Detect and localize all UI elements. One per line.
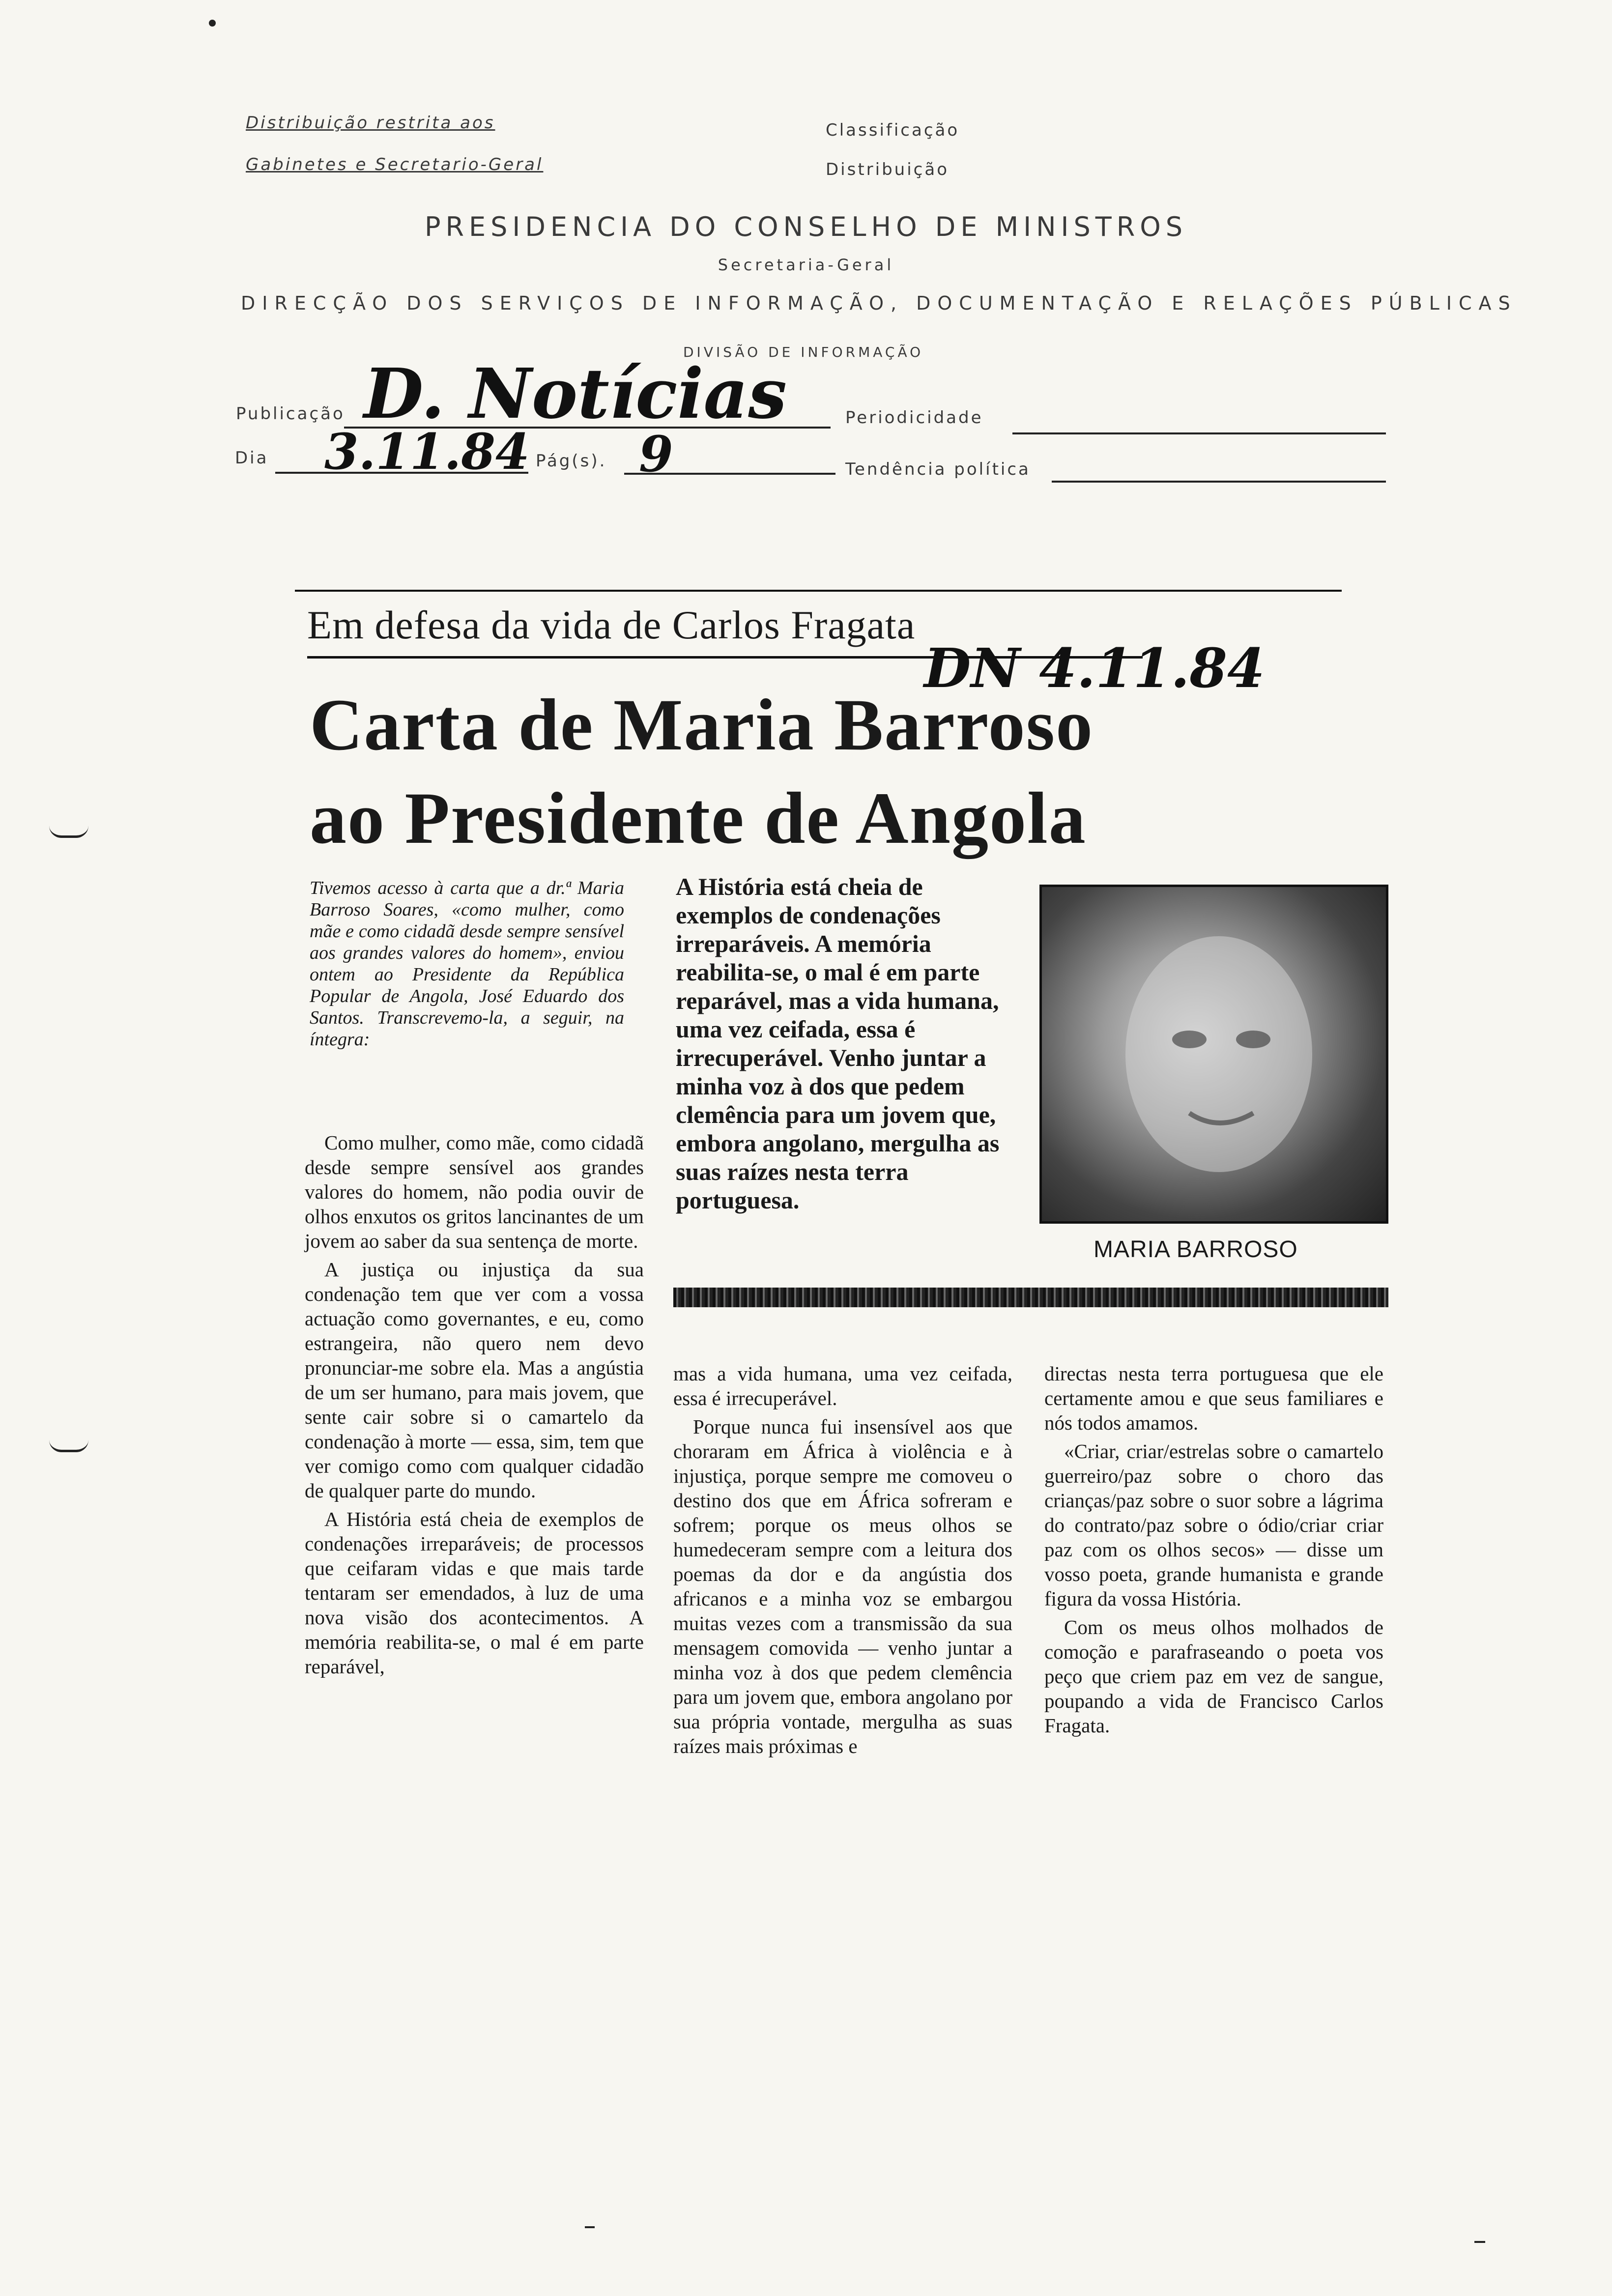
col1-paragraph: A justiça ou injustiça da sua condenação tem que ver com a vossa actuação como governantes, e eu, como estrangeira, não quero nem devo pronunciar-me sobre ela. Mas a angústia de um ser humano, para mais jovem, que sente cair sobre si o camartelo da condenação à morte — essa, sim, tem que ver comigo como com qualquer cidadão de qualquer parte do mundo. [305,1258,644,1502]
margin-note-handwritten: DN 4.11.84 [924,636,1265,700]
article-column-1 [305,1130,644,1683]
secretaria: Secretaria-Geral [718,256,894,274]
dia-handwritten: 3.11.84 [324,423,530,481]
headline-line-1: Carta de Maria Barroso [310,684,1094,766]
direccao: DIRECÇÃO DOS SERVIÇOS DE INFORMAÇÃO, DOCUMENTAÇÃO E RELAÇÕES PÚBLICAS [241,292,1517,314]
article-kicker: Em defesa da vida de Carlos Fragata [307,603,916,647]
headline-line-2: ao Presidente de Angola [310,777,1087,859]
distribution-line-2: Gabinetes e Secretario-Geral [246,155,544,174]
publicacao-handwritten: D. Notícias [364,354,787,434]
photo-caption: MARIA BARROSO [1094,1236,1298,1263]
org-title: PRESIDENCIA DO CONSELHO DE MINISTROS [424,211,1188,242]
binder-mark [49,1440,88,1452]
article-intro: Tivemos acesso à carta que a dr.ª Maria Barroso Soares, «como mulher, como mãe e como cidadã desde sempre sensível aos grandes valores do homem», enviou ontem ao Presidente da República Popular de Angola, José Eduardo dos Santos. Transcrevemo-la, a seguir, na íntegra: [310,878,624,1050]
pags-handwritten: 9 [639,425,673,483]
dia-label: Dia [235,448,269,468]
col1-paragraph: A História está cheia de exemplos de condenações irreparáveis; de processos que ceifaram vidas e que mais tarde tentaram ser emendados, à luz de uma nova visão dos acontecimentos. A memória reabilita-se, o mal é em parte reparável, [305,1508,644,1678]
distribuicao-label: Distribuição [826,160,950,179]
col3-paragraph: «Criar, criar/estrelas sobre o camartelo guerreiro/paz sobre o choro das crianças/paz sobre o suor sobre a lágrima do contrato/paz sobre o ódio/criar criar paz com os olhos secos» — disse um vosso poeta, grande humanista e grande figura da vossa História. [1044,1440,1383,1610]
distribution-line-1: Distribuição restrita aos [246,113,495,133]
portrait-face-shape [1042,887,1386,1221]
col2-paragraph: Porque nunca fui insensível aos que choraram em África à violência e à injustiça, porque sempre me comoveu o destino dos que em África sofreram e sofrem; porque os meus olhos se humedeceram sempre com a leitura dos poemas da dor e da angústia dos africanos e a minha voz se embargou muitas vezes com a transmissão da sua mensagem comovida — venho juntar a minha voz à dos que pedem clemência para um jovem que, embora angolano por sua própria vontade, mergulha as suas raízes mais próximas e [673,1415,1012,1757]
tendencia-line [1052,481,1386,483]
col2-paragraph: mas a vida humana, uma vez ceifada, essa é irrecuperável. [673,1362,1012,1409]
binder-mark [49,826,88,838]
col3-paragraph: directas nesta terra portuguesa que ele certamente amou e que seus familiares e nós todos amamos. [1044,1362,1383,1434]
scan-dash [585,2226,595,2228]
top-rule [295,590,1342,592]
article-column-2 [673,1361,1012,1762]
col3-paragraph: Com os meus olhos molhados de comoção e parafraseando o poeta vos peço que criem paz em vez de sangue, poupando a vida de Francisco Carlos Fragata. [1044,1616,1383,1737]
portrait-photo [1039,885,1388,1224]
periodicidade-line [1012,432,1386,434]
periodicidade-label: Periodicidade [845,408,983,428]
col1-paragraph: Como mulher, como mãe, como cidadã desde sempre sensível aos grandes valores do homem, não podia ouvir de olhos enxutos os gritos lancinantes de um jovem ao saber da sua sentença de morte. [305,1131,644,1252]
scan-dot [209,20,216,27]
divisao: DIVISÃO DE INFORMAÇÃO [683,344,924,360]
pull-quote: A História está cheia de exemplos de condenações irreparáveis. A memória reabilita-se, o mal é em parte reparável, mas a vida humana, uma vez ceifada, essa é irrecuperável. Venho juntar a minha voz à dos que pedem clemência para um jovem que, embora angolano, mergulha as suas raízes nesta terra portuguesa. [676,873,1000,1214]
pags-label: Pág(s). [536,451,607,471]
tendencia-label: Tendência política [845,459,1031,479]
scan-dash [1474,2241,1485,2243]
classificacao-label: Classificação [826,120,960,140]
article-column-3 [1044,1361,1383,1742]
publicacao-label: Publicação [236,404,345,424]
halftone-band [673,1288,1388,1307]
